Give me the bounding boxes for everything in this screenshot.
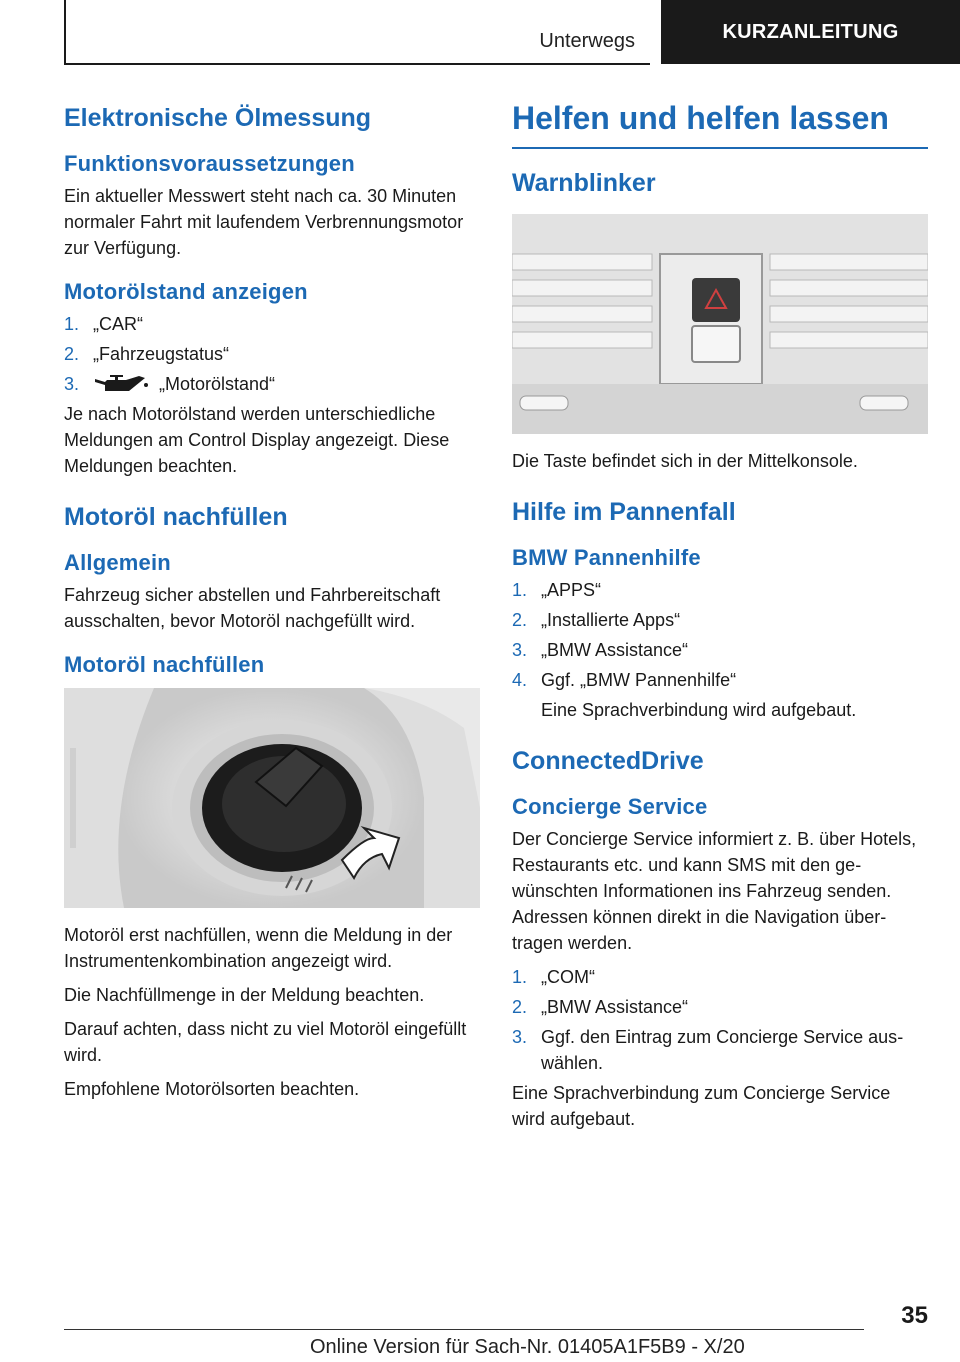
section-title-breakdown: Hilfe im Pannenfall <box>512 498 736 526</box>
header-chapter-tab[interactable]: KURZANLEITUNG <box>661 0 960 64</box>
text-general: Fahrzeug sicher abstellen und Fahrbereitschaft ausschalten, bevor Motoröl nachgefüllt wird. <box>64 585 441 632</box>
header-rule-horizontal <box>64 63 650 65</box>
heading-show-oil-level: Motorölstand anzeigen <box>64 279 308 304</box>
list-item <box>512 994 928 1020</box>
list-item <box>512 637 928 663</box>
text-oil-level: Je nach Motorölstand werden unterschiedliche Meldungen am Control Display angezeigt. Diese Meldungen beachten. <box>64 404 450 477</box>
text-prerequisites: Ein aktueller Messwert steht nach ca. 30 Minuten normaler Fahrt mit laufendem Verbrennungsmotor zur Verfügung. <box>64 186 464 258</box>
step-text: „Motorölstand“ <box>159 374 276 394</box>
list-item <box>64 341 480 367</box>
heading-general: Allgemein <box>64 550 171 576</box>
text-refill-3: Darauf achten, dass nicht zu viel Motoröl eingefüllt wird. <box>64 1019 467 1066</box>
step-number: 1. <box>512 580 528 600</box>
list-item <box>512 607 928 633</box>
list-item <box>64 371 480 397</box>
header-section: Unterwegs <box>539 30 635 52</box>
footer-rule <box>64 1329 864 1330</box>
caption-hazard-button: Die Taste befindet sich in der Mittelkonsole. <box>512 451 858 471</box>
section-title-connecteddrive: ConnectedDrive <box>512 747 704 775</box>
list-item <box>512 667 928 693</box>
step-number: 1. <box>64 314 80 334</box>
left-column <box>64 100 480 1110</box>
step-text: „APPS“ <box>541 580 602 600</box>
list-item <box>512 1024 928 1076</box>
step-text: „COM“ <box>541 967 595 987</box>
hazard-button-image <box>512 214 928 434</box>
heading-refill: Motoröl nachfüllen <box>64 652 265 678</box>
note-breakdown: Eine Sprachverbindung wird aufgebaut. <box>541 700 857 720</box>
text-refill-4: Empfohlene Motorölsorten beachten. <box>64 1079 360 1100</box>
step-text: „BMW Assistance“ <box>541 640 689 660</box>
right-column <box>512 100 928 1140</box>
footer-text: Online Version für Sach-Nr. 01405A1F5B9 - X/20 <box>310 1336 745 1358</box>
text-refill-2: Die Nachfüllmenge in der Meldung beachten. <box>64 985 425 1006</box>
step-number: 3. <box>512 1027 528 1047</box>
step-number: 2. <box>512 997 528 1017</box>
section-title-oil-measurement: Elektronische Ölmessung <box>64 104 372 132</box>
text-concierge-2: Eine Sprachverbindung zum Concierge Service wird aufgebaut. <box>512 1083 891 1129</box>
section-title-refill-oil: Motoröl nachfüllen <box>64 503 288 532</box>
text-refill-1: Motoröl erst nachfüllen, wenn die Meldung in der Instrumentenkombination angezeigt wird. <box>64 925 453 972</box>
step-text: Ggf. „BMW Pannenhilfe“ <box>541 670 737 690</box>
oil-cap-image <box>64 688 480 908</box>
step-number: 1. <box>512 967 528 987</box>
heading-concierge: Concierge Service <box>512 794 708 819</box>
header-rule-vertical <box>64 0 66 64</box>
step-text: „Installierte Apps“ <box>541 610 681 630</box>
step-number: 3. <box>512 640 528 660</box>
step-number: 4. <box>512 670 528 690</box>
step-number: 2. <box>64 344 80 364</box>
steps-oil-level <box>64 311 480 397</box>
list-item <box>512 577 928 603</box>
step-text: „CAR“ <box>93 314 143 334</box>
step-number: 3. <box>64 374 80 394</box>
list-item <box>512 964 928 990</box>
step-text: „BMW Assistance“ <box>541 997 689 1017</box>
step-text: „Fahrzeugstatus“ <box>93 344 230 364</box>
heading-bmw-breakdown: BMW Pannenhilfe <box>512 545 701 570</box>
step-number: 2. <box>512 610 528 630</box>
section-title-hazard-lights: Warnblinker <box>512 169 656 197</box>
step-text: Ggf. den Eintrag zum Concierge Service auswählen. <box>541 1027 904 1073</box>
chapter-title: Helfen und helfen lassen <box>512 100 928 149</box>
oil-can-icon <box>93 373 149 397</box>
list-item <box>64 311 480 337</box>
text-concierge: Der Concierge Service informiert z. B. über Hotels, Restaurants etc. und kann SMS mit den gewünschten Informationen ins Fahrzeug senden. Adressen können direkt in die Navigation übertragen werden. <box>512 829 917 953</box>
heading-prerequisites: Funktionsvoraussetzungen <box>64 151 355 176</box>
steps-breakdown <box>512 577 928 693</box>
page-header <box>0 0 960 66</box>
page-number: 35 <box>901 1302 928 1329</box>
steps-concierge <box>512 964 928 1076</box>
